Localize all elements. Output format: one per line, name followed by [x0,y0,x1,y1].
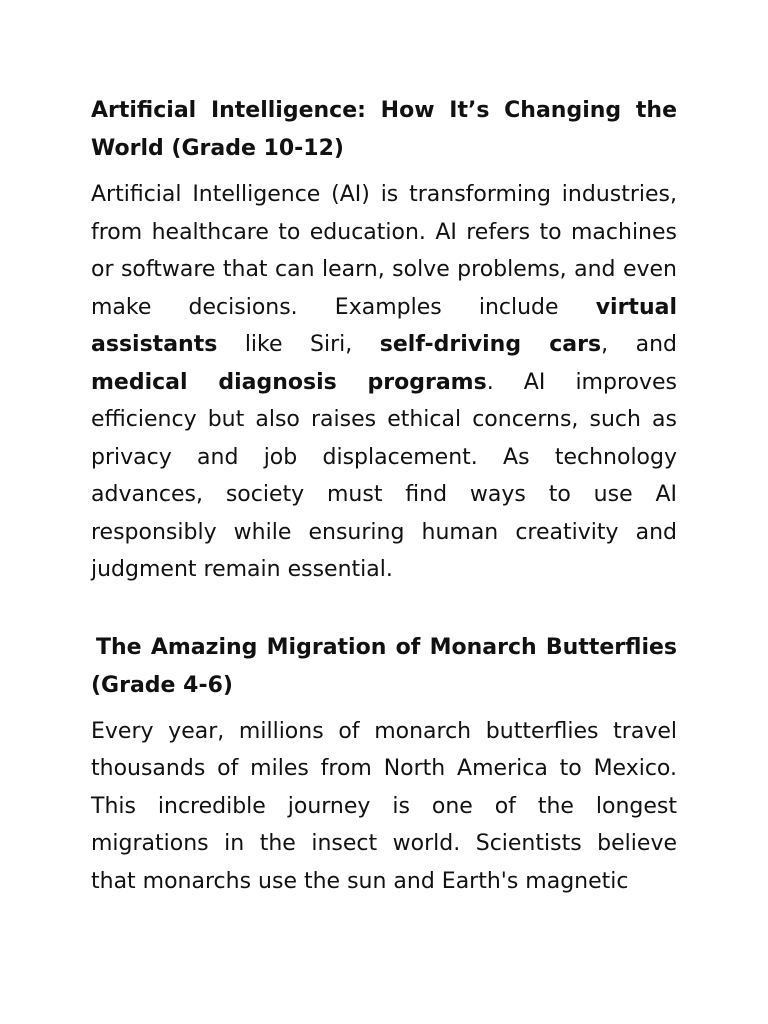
paragraph-text: Every year, millions of monarch butterflies travel thousands of miles from North America to Mexico. This incredible journey is one of the longest migrations in the insect world. Scientists believe that monarchs use the sun and Earth's magnetic [91,718,677,894]
article-monarch [91,629,677,901]
paragraph-text: . AI improves efficiency but also raises ethical concerns, such as privacy and job displacement. As technology advances, society must find ways to use AI responsibly while ensuring human creativity and judgment remain essential. [91,369,677,582]
article-ai [91,92,677,589]
paragraph-text: like Siri, [217,332,380,357]
bold-term: self-driving cars [379,332,602,357]
document-page [91,92,677,900]
article-paragraph [91,176,677,589]
bold-term: virtual assistants [91,294,677,357]
paragraph-text: , and [601,332,677,357]
article-paragraph [91,713,677,901]
paragraph-text: Artificial Intelligence (AI) is transforming industries, from healthcare to education. AI refers to machines or software that can learn, solve problems, and even make decisions. Examples include [91,182,677,320]
article-title: Artificial Intelligence: How It’s Changing the World (Grade 10-12) [91,98,677,161]
bold-term: medical diagnosis programs [91,369,487,395]
article-title: The Amazing Migration of Monarch Butterflies (Grade 4-6) [91,634,677,698]
